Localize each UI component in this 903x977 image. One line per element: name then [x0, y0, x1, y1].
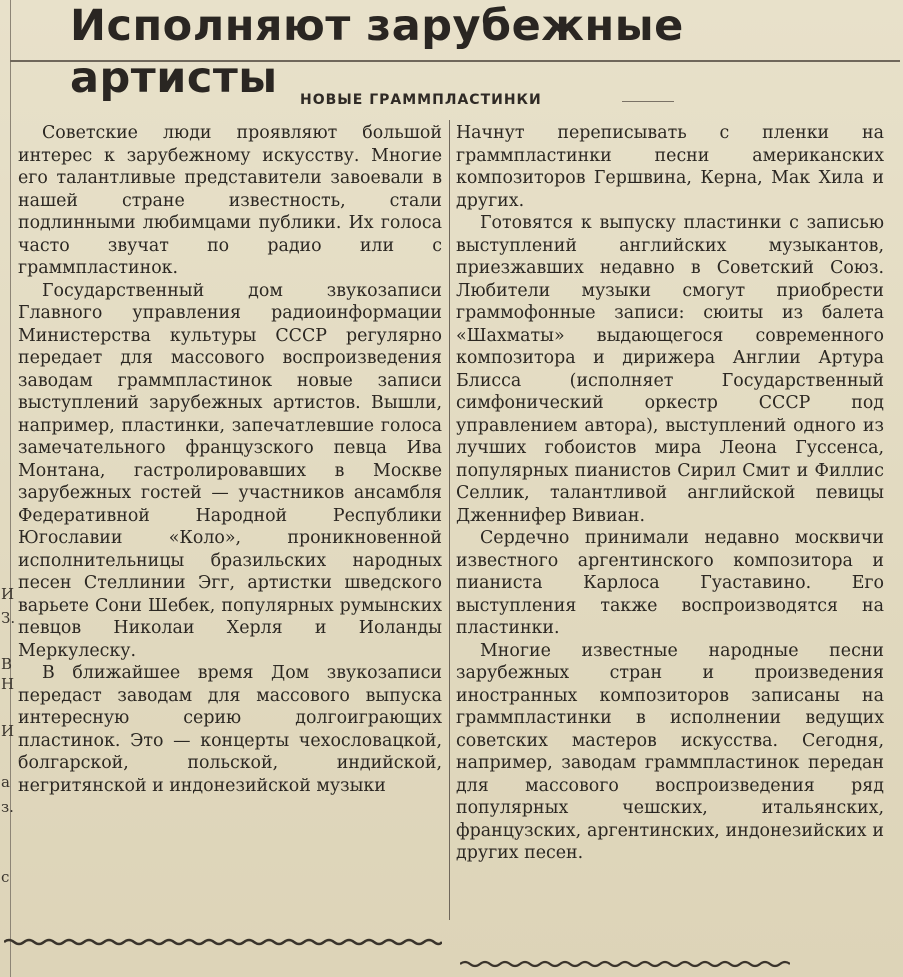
margin-fragment: В — [1, 655, 13, 673]
column-right — [456, 122, 884, 865]
column-divider — [449, 120, 450, 920]
article-headline: Исполняют зарубежные артисты — [70, 1, 684, 103]
column-left — [18, 122, 442, 797]
paragraph: Многие известные народные песни зарубежных стран и произведения иностранных композиторов записаны на граммпластинки в исполнении ведущих советских мастеров искусства. Сегодня, например, заводам граммпластинок передан для массового воспроизведения ряд популярных чешских, итальянских, французских, аргентинских, индонезийских и других песен. — [456, 640, 884, 863]
margin-fragment: И — [1, 585, 15, 603]
bottom-wavy-rule-right — [460, 960, 790, 968]
margin-fragment: Н — [1, 675, 15, 693]
paragraph: Начнут переписывать с пленки на граммпластинки песни американских композиторов Гершвина, Керна, Мак Хила и других. — [456, 123, 884, 211]
paragraph: Сердечно принимали недавно москвичи известного аргентинского композитора и пианиста Карлоса Гуаставино. Его выступления также воспроизводятся на пластинки. — [456, 528, 884, 638]
margin-fragments — [0, 0, 14, 977]
bottom-wavy-rule-left — [4, 938, 442, 946]
paragraph: Советские люди проявляют большой интерес к зарубежному искусству. Многие его талантливые представители завоевали в нашей стране известность, стали подлинными любимцами публики. Их голоса часто звучат по радио или с граммпластинок. — [18, 123, 442, 278]
headline-rule — [10, 60, 900, 62]
margin-fragment: З. — [1, 609, 16, 627]
subheadline-dash — [622, 101, 674, 102]
paragraph: В ближайшее время Дом звукозаписи передаст заводам для массового выпуска интересную серию долгоиграющих пластинок. Это — концерты чехословацкой, болгарской, польской, индийской, негритянской и индонезийской музыки — [18, 663, 442, 796]
paragraph: Государственный дом звукозаписи Главного управления радиоинформации Министерства культуры СССР регулярно передает для массового воспроизведения заводам граммпластинок новые записи выступлений зарубежных артистов. Вышли, например, пластинки, запечатлевшие голоса замечательного французского певца Ива Монтана, гастролировавших в Москве зарубежных гостей — участников ансамбля Федеративной Народной Республики Югославии «Коло», проникновенной исполнительницы бразильских народных песен Стеллинии Эгг, артистки шведского варьете Сони Шебек, популярных румынских певцов Николаи Херля и Иоланды Меркулеску. — [18, 280, 442, 661]
article-subheadline: НОВЫЕ ГРАММПЛАСТИНКИ — [300, 92, 542, 108]
paragraph: Готовятся к выпуску пластинки с записью выступлений английских музыкантов, приезжавших недавно в Советский Союз. Любители музыки смогут приобрести граммофонные записи: сюиты из балета «Шахматы» выдающегося современного композитора и дирижера Англии Артура Блисса (исполняет Государственный симфонический оркестр СССР под управлением автора), выступлений одного из лучших гобоистов мира Леона Гуссенса, популярных пианистов Сирил Смит и Филлис Селлик, талантливой английской певицы Дженнифер Вивиан. — [456, 213, 884, 526]
margin-fragment: з. — [1, 798, 14, 816]
margin-fragment: И — [1, 722, 15, 740]
margin-fragment: а — [1, 773, 10, 791]
margin-fragment: с — [1, 868, 10, 886]
